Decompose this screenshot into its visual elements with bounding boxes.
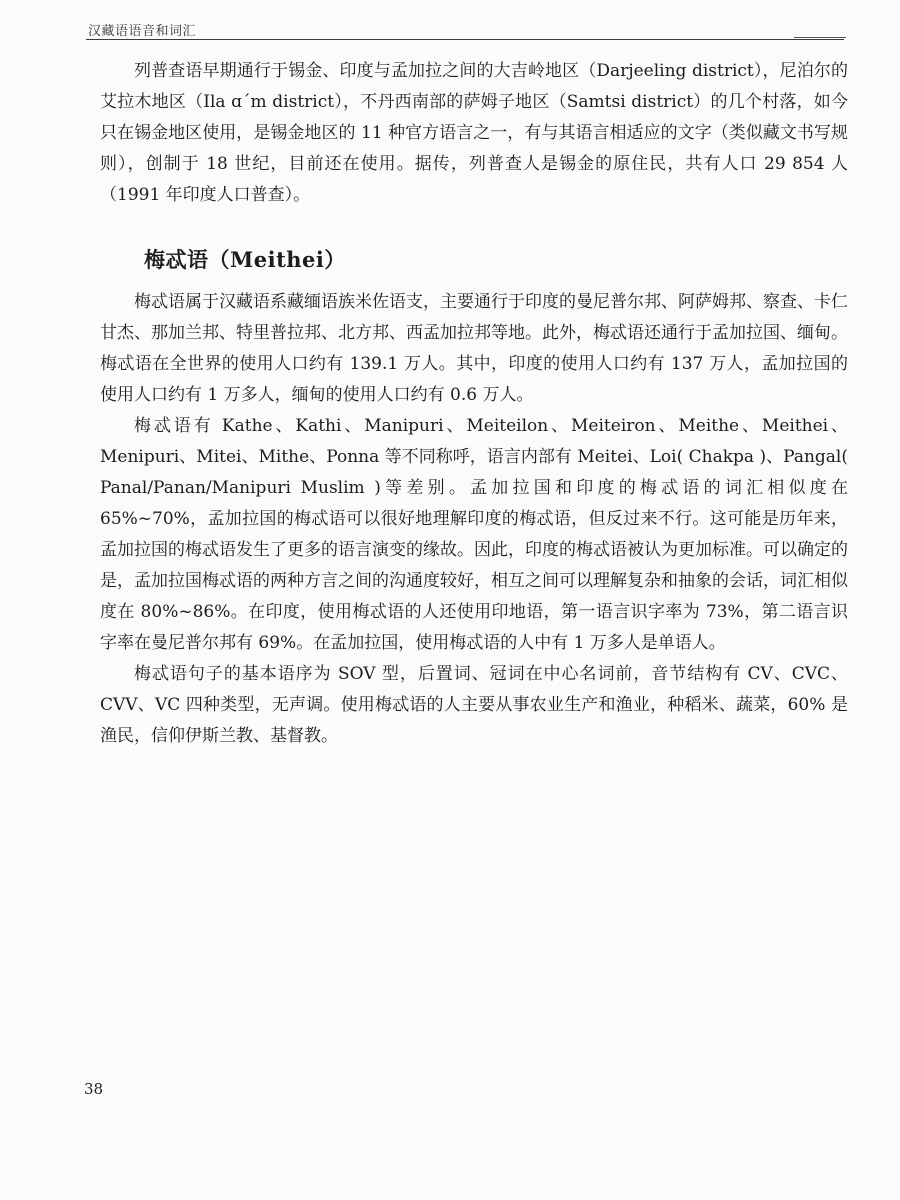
paragraph-meithei-distribution: 梅忒语属于汉藏语系藏缅语族米佐语支，主要通行于印度的曼尼普尔邦、阿萨姆邦、察查、卡仁甘杰、那加兰邦、特里普拉邦、北方邦、西孟加拉邦等地。此外，梅忒语还通行于孟加拉国、缅甸。梅忒语在全世界的使用人口约有 139.1 万人。其中，印度的使用人口约有 137 万人，孟加拉国的使用人口约有 1 万多人，缅甸的使用人口约有 0.6 万人。 [100,292,848,405]
paragraph-meithei-names-dialects: 梅忒语有 Kathe、Kathi、Manipuri、Meiteilon、Meiteiron、Meithe、Meithei、Menipuri、Mitei、Mithe、Ponna 等不同称呼，语言内部有 Meitei、Loi( Chakpa )、Pangal( Panal/Panan/Manipuri Muslim )等差别。孟加拉国和印度的梅忒语的词汇相似度在 65%~70%，孟加拉国的梅忒语可以很好地理解印度的梅忒语，但反过来不行。这可能是历年来，孟加拉国的梅忒语发生了更多的语言演变的缘故。因此，印度的梅忒语被认为更加标准。可以确定的是，孟加拉国梅忒语的两种方言之间的沟通度较好，相互之间可以理解复杂和抽象的会话，词汇相似度在 80%~86%。在印度，使用梅忒语的人还使用印地语，第一语言识字率为 73%，第二语言识字率在曼尼普尔邦有 69%。在孟加拉国，使用梅忒语的人中有 1 万多人是单语人。 [100,416,848,653]
section-title-meithei: 梅忒语（Meithei） [144,247,346,272]
page-number: 38 [84,1080,104,1098]
paragraph-lepcha: 列普查语早期通行于锡金、印度与孟加拉之间的大吉岭地区（Darjeeling district），尼泊尔的艾拉木地区（Ila ɑ΄m district），不丹西南部的萨姆子地区（Samtsi district）的几个村落，如今只在锡金地区使用，是锡金地区的 11 种官方语言之一，有与其语言相适应的文字（类似藏文书写规则），创制于 18 世纪，目前还在使用。据传，列普查人是锡金的原住民，共有人口 29 854 人（1991 年印度人口普查）。 [100,61,848,205]
running-head-title: 汉藏语语音和词汇 [88,24,197,39]
page-body [100,48,848,752]
paragraph-meithei-grammar: 梅忒语句子的基本语序为 SOV 型，后置词、冠词在中心名词前，音节结构有 CV、CVC、CVV、VC 四种类型，无声调。使用梅忒语的人主要从事农业生产和渔业，种稻米、蔬菜，60% 是渔民，信仰伊斯兰教、基督教。 [100,664,848,746]
header-rule [86,39,844,40]
